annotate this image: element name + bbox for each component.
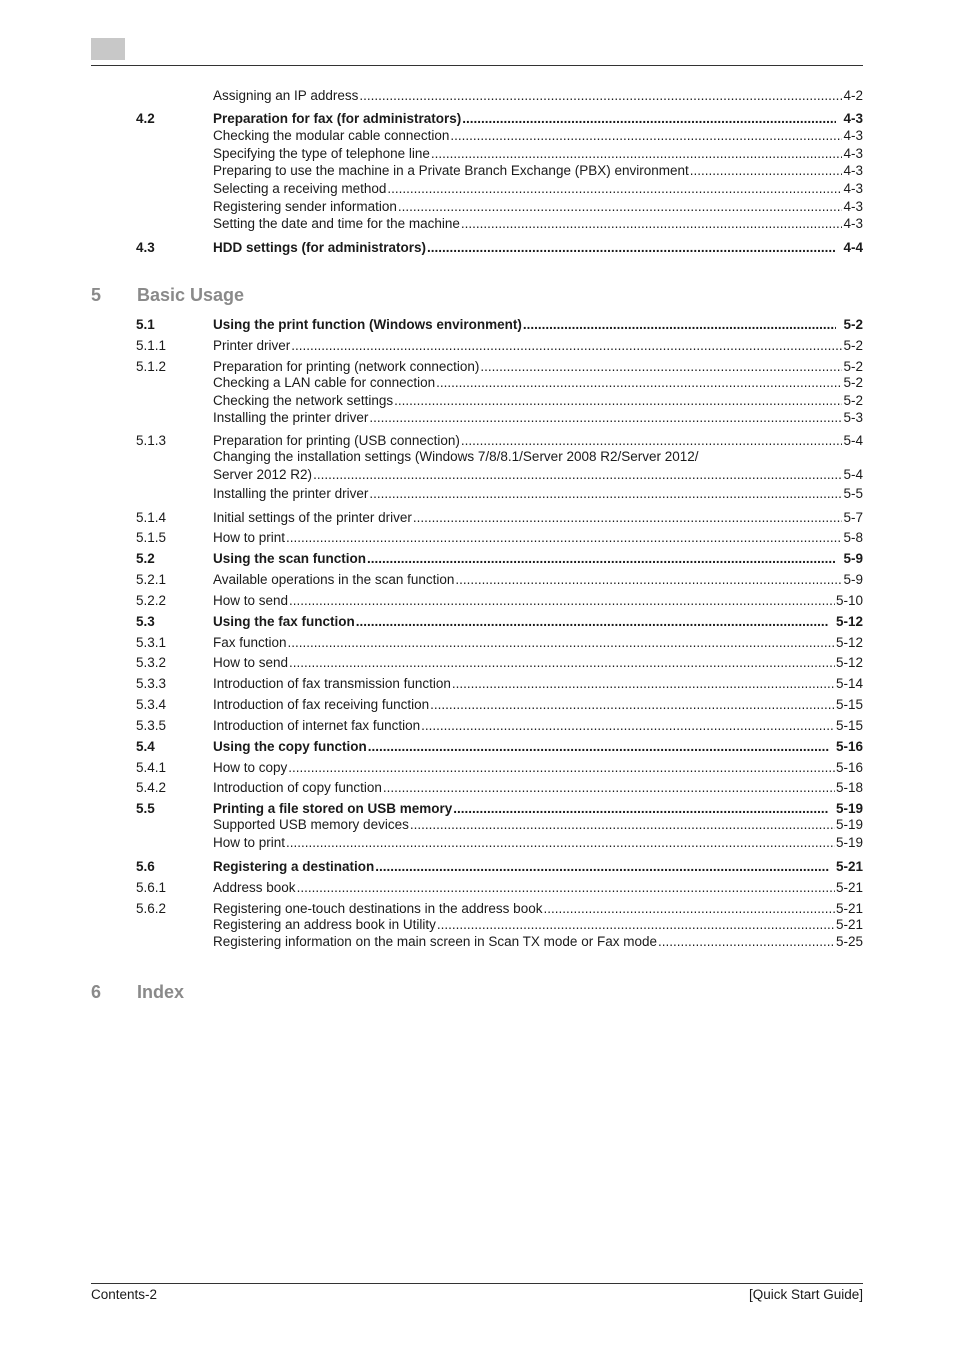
- toc-entry-page: 5-3: [843, 410, 863, 425]
- toc-entry[interactable]: [136, 162, 863, 179]
- toc-entry[interactable]: [136, 571, 863, 588]
- dot-leader: [462, 111, 836, 126]
- toc-entry[interactable]: [136, 933, 863, 950]
- toc-entry[interactable]: [136, 738, 863, 755]
- toc-entry[interactable]: [136, 613, 863, 630]
- toc-entry[interactable]: [136, 634, 863, 651]
- toc-entry-title: Registering information on the main screen in Scan TX mode or Fax mode: [213, 934, 657, 949]
- toc-entry-title: Using the print function (Windows environment): [213, 317, 522, 332]
- dot-leader: [452, 676, 835, 691]
- toc-entry-title: How to copy: [213, 760, 288, 775]
- toc-entry-page: 5-15: [835, 697, 863, 712]
- toc-entry-number: 5.3.4: [136, 697, 167, 712]
- chapter-title: Basic Usage: [137, 284, 245, 305]
- toc-entry-page: 5-19: [835, 801, 863, 816]
- toc-entry[interactable]: [136, 834, 863, 851]
- dot-leader: [286, 530, 842, 545]
- toc-entry-number: 5.2: [136, 551, 155, 566]
- toc-entry-title: How to send: [213, 655, 289, 670]
- toc-entry-page: 5-10: [835, 593, 863, 608]
- dot-leader: [658, 934, 835, 949]
- toc-entry-number: 5.2.1: [136, 572, 167, 587]
- dot-leader: [430, 697, 835, 712]
- toc-entry-title: Printing a file stored on USB memory: [213, 801, 453, 816]
- toc-entry[interactable]: [136, 358, 863, 375]
- toc-entry[interactable]: [136, 696, 863, 713]
- toc-entry-number: 5.4: [136, 739, 155, 754]
- toc-entry-title: Fax function: [213, 635, 287, 650]
- chapter-heading-6: [91, 980, 184, 1004]
- toc-entry-page: 5-14: [835, 676, 863, 691]
- toc-entry-page: 5-15: [835, 718, 863, 733]
- toc-entry-page: 4-3: [843, 111, 863, 126]
- toc-entry-number: 5.3.2: [136, 655, 167, 670]
- dot-leader: [289, 655, 835, 670]
- toc-entry-title: Introduction of internet fax function: [213, 718, 421, 733]
- toc-entry-page: 4-3: [843, 216, 863, 231]
- toc-entry-page: 5-2: [843, 317, 863, 332]
- toc-entry-page: 5-2: [843, 359, 863, 374]
- toc-entry-title: Installing the printer driver: [213, 410, 369, 425]
- toc-entry-title: Introduction of fax transmission function: [213, 676, 451, 691]
- dot-leader: [367, 551, 836, 566]
- dot-leader: [286, 835, 835, 850]
- toc-entry[interactable]: [136, 316, 863, 333]
- dot-leader: [410, 817, 835, 832]
- footer-document-title: [Quick Start Guide]: [748, 1286, 863, 1302]
- toc-entry-page: 4-3: [843, 163, 863, 178]
- dot-leader: [369, 486, 842, 501]
- toc-entry-page: 5-12: [835, 655, 863, 670]
- toc-entry[interactable]: [136, 858, 863, 875]
- toc-entry-page: 5-4: [843, 467, 863, 482]
- toc-entry[interactable]: [136, 239, 863, 256]
- toc-entry-title: Introduction of fax receiving function: [213, 697, 430, 712]
- toc-entry[interactable]: [136, 485, 863, 502]
- toc-entry-page: 4-3: [843, 128, 863, 143]
- header-rule: [91, 65, 863, 66]
- toc-entry[interactable]: [136, 392, 863, 409]
- dot-leader: [313, 467, 842, 482]
- toc-entry-title: Registering one-touch destinations in the address book: [213, 901, 543, 916]
- toc-entry-title: Introduction of copy function: [213, 780, 382, 795]
- toc-entry-page: 5-12: [835, 635, 863, 650]
- dot-leader: [543, 901, 835, 916]
- toc-entry-page: 5-19: [835, 835, 863, 850]
- toc-entry[interactable]: [136, 717, 863, 734]
- toc-entry-title: How to print: [213, 530, 286, 545]
- dot-leader: [375, 859, 829, 874]
- toc-entry-page: 4-3: [843, 146, 863, 161]
- toc-entry-page: 5-12: [835, 614, 863, 629]
- toc-entry-page: 5-21: [835, 880, 863, 895]
- toc-entry-page: 4-2: [843, 88, 863, 103]
- toc-entry-title: Using the copy function: [213, 739, 367, 754]
- toc-entry-number: 5.5: [136, 801, 155, 816]
- toc-entry-title: Using the scan function: [213, 551, 367, 566]
- toc-entry-title: Preparation for printing (network connection): [213, 359, 480, 374]
- toc-entry-title: Installing the printer driver: [213, 486, 369, 501]
- dot-leader: [413, 510, 843, 525]
- toc-entry-title: Preparing to use the machine in a Private Branch Exchange (PBX) environment: [213, 163, 689, 178]
- toc-entry-number: 5.3.5: [136, 718, 167, 733]
- dot-leader: [480, 359, 842, 374]
- toc-entry[interactable]: [136, 110, 863, 127]
- toc-entry-number: 5.3.1: [136, 635, 167, 650]
- toc-entry-number: 5.1.4: [136, 510, 167, 525]
- toc-entry[interactable]: [136, 550, 863, 567]
- toc-entry[interactable]: [136, 759, 863, 776]
- toc-entry[interactable]: [136, 127, 863, 144]
- dot-leader: [383, 780, 835, 795]
- toc-entry-page: 4-4: [843, 240, 863, 255]
- toc-entry[interactable]: [136, 466, 863, 483]
- toc-entry[interactable]: [136, 675, 863, 692]
- toc-entry-page: 5-18: [835, 780, 863, 795]
- toc-entry-number: 4.2: [136, 111, 155, 126]
- toc-entry[interactable]: [136, 145, 863, 162]
- toc-entry-number: 5.6.1: [136, 880, 167, 895]
- toc-entry-number: 5.6.2: [136, 901, 167, 916]
- toc-entry-title: Registering a destination: [213, 859, 375, 874]
- toc-entry[interactable]: [136, 432, 863, 449]
- toc-entry-title: How to print: [213, 835, 286, 850]
- toc-entry-number: 5.1.3: [136, 433, 167, 448]
- dot-leader: [461, 433, 843, 448]
- toc-entry-title: Checking the network settings: [213, 393, 394, 408]
- toc-entry-page: 5-9: [843, 551, 863, 566]
- dot-leader: [356, 614, 829, 629]
- dot-leader: [288, 760, 835, 775]
- toc-entry-number: 5.1.1: [136, 338, 167, 353]
- toc-entry-number: 5.4.2: [136, 780, 167, 795]
- toc-entry-number: 5.1.2: [136, 359, 167, 374]
- dot-leader: [523, 317, 837, 332]
- dot-leader: [436, 375, 842, 390]
- header-corner-box: [91, 38, 125, 60]
- toc-entry-number: 5.6: [136, 859, 155, 874]
- dot-leader: [359, 88, 842, 103]
- toc-entry-title: Printer driver: [213, 338, 291, 353]
- chapter-heading-5: [91, 283, 244, 307]
- toc-entry-page: 5-21: [835, 859, 863, 874]
- dot-leader: [369, 410, 842, 425]
- toc-entry-title: Preparation for printing (USB connection): [213, 433, 460, 448]
- toc-entry-page: 5-21: [835, 917, 863, 932]
- toc-entry-page: 5-4: [843, 433, 863, 448]
- dot-leader: [398, 199, 843, 214]
- dot-leader: [387, 181, 842, 196]
- toc-entry-title: Assigning an IP address: [213, 88, 359, 103]
- toc-entry-page: 5-8: [843, 530, 863, 545]
- dot-leader: [394, 393, 842, 408]
- toc-entry-title: HDD settings (for administrators): [213, 240, 427, 255]
- toc-entry[interactable]: [136, 87, 863, 104]
- toc-entry[interactable]: [136, 180, 863, 197]
- toc-entry-page: 5-9: [843, 572, 863, 587]
- toc-entry[interactable]: [136, 816, 863, 833]
- dot-leader: [289, 593, 835, 608]
- toc-entry-title: Registering an address book in Utility: [213, 917, 436, 932]
- toc-entry-title: Initial settings of the printer driver: [213, 510, 412, 525]
- dot-leader: [297, 880, 835, 895]
- footer-page-label: Contents-2: [91, 1286, 158, 1302]
- toc-entry-page: 5-25: [835, 934, 863, 949]
- toc-entry[interactable]: [136, 198, 863, 215]
- toc-entry[interactable]: [136, 592, 863, 609]
- toc-entry[interactable]: [136, 374, 863, 391]
- dot-leader: [421, 718, 835, 733]
- toc-entry[interactable]: [136, 509, 863, 526]
- dot-leader: [690, 163, 843, 178]
- toc-entry-page: 4-3: [843, 181, 863, 196]
- dot-leader: [437, 917, 835, 932]
- toc-entry[interactable]: [136, 215, 863, 232]
- dot-leader: [431, 146, 843, 161]
- toc-entry-page: 5-5: [843, 486, 863, 501]
- toc-entry[interactable]: [136, 900, 863, 917]
- toc-entry-title: Available operations in the scan function: [213, 572, 455, 587]
- toc-entry-number: 5.4.1: [136, 760, 167, 775]
- chapter-title: Index: [137, 981, 185, 1002]
- toc-entry-number: 5.1: [136, 317, 155, 332]
- toc-entry-page: 4-3: [843, 199, 863, 214]
- toc-entry-number: 5.3: [136, 614, 155, 629]
- toc-entry-page: 5-2: [843, 338, 863, 353]
- toc-entry-title: Checking a LAN cable for connection: [213, 375, 436, 390]
- dot-leader: [427, 240, 836, 255]
- toc-entry-title: Preparation for fax (for administrators): [213, 111, 462, 126]
- toc-entry-title: Address book: [213, 880, 296, 895]
- toc-entry-title: Server 2012 R2): [213, 467, 313, 482]
- toc-entry[interactable]: [136, 879, 863, 896]
- toc-entry-page: 5-2: [843, 375, 863, 390]
- toc-entry[interactable]: [136, 779, 863, 796]
- toc-entry-page: 5-19: [835, 817, 863, 832]
- dot-leader: [291, 338, 842, 353]
- dot-leader: [453, 801, 829, 816]
- toc-entry-number: 5.1.5: [136, 530, 167, 545]
- toc-entry-page: 5-7: [843, 510, 863, 525]
- toc-entry-page: 5-16: [835, 760, 863, 775]
- toc-entry-title: How to send: [213, 593, 289, 608]
- toc-entry-title: Checking the modular cable connection: [213, 128, 450, 143]
- toc-entry[interactable]: [136, 337, 863, 354]
- toc-entry-number: 4.3: [136, 240, 155, 255]
- toc-entry-page: 5-16: [835, 739, 863, 754]
- dot-leader: [461, 216, 843, 231]
- footer-rule: [91, 1283, 863, 1284]
- toc-entry[interactable]: [136, 529, 863, 546]
- toc-entry[interactable]: [136, 654, 863, 671]
- toc-entry-title: Registering sender information: [213, 199, 397, 214]
- toc-entry[interactable]: [136, 800, 863, 817]
- toc-entry-number: 5.2.2: [136, 593, 167, 608]
- toc-entry-title: Selecting a receiving method: [213, 181, 387, 196]
- toc-entry-title: Supported USB memory devices: [213, 817, 409, 832]
- toc-entry[interactable]: [136, 916, 863, 933]
- toc-entry[interactable]: [136, 409, 863, 426]
- toc-wrapped-line: Changing the installation settings (Windows 7/8/8.1/Server 2008 R2/Server 2012/: [213, 449, 699, 464]
- dot-leader: [455, 572, 842, 587]
- toc-entry-number: 5.3.3: [136, 676, 167, 691]
- toc-entry-page: 5-2: [843, 393, 863, 408]
- dot-leader: [368, 739, 829, 754]
- dot-leader: [450, 128, 842, 143]
- chapter-number: 5: [91, 284, 102, 305]
- toc-entry-title: Setting the date and time for the machine: [213, 216, 460, 231]
- dot-leader: [288, 635, 835, 650]
- toc-entry-page: 5-21: [835, 901, 863, 916]
- chapter-number: 6: [91, 981, 102, 1002]
- toc-entry-title: Using the fax function: [213, 614, 355, 629]
- toc-entry-title: Specifying the type of telephone line: [213, 146, 430, 161]
